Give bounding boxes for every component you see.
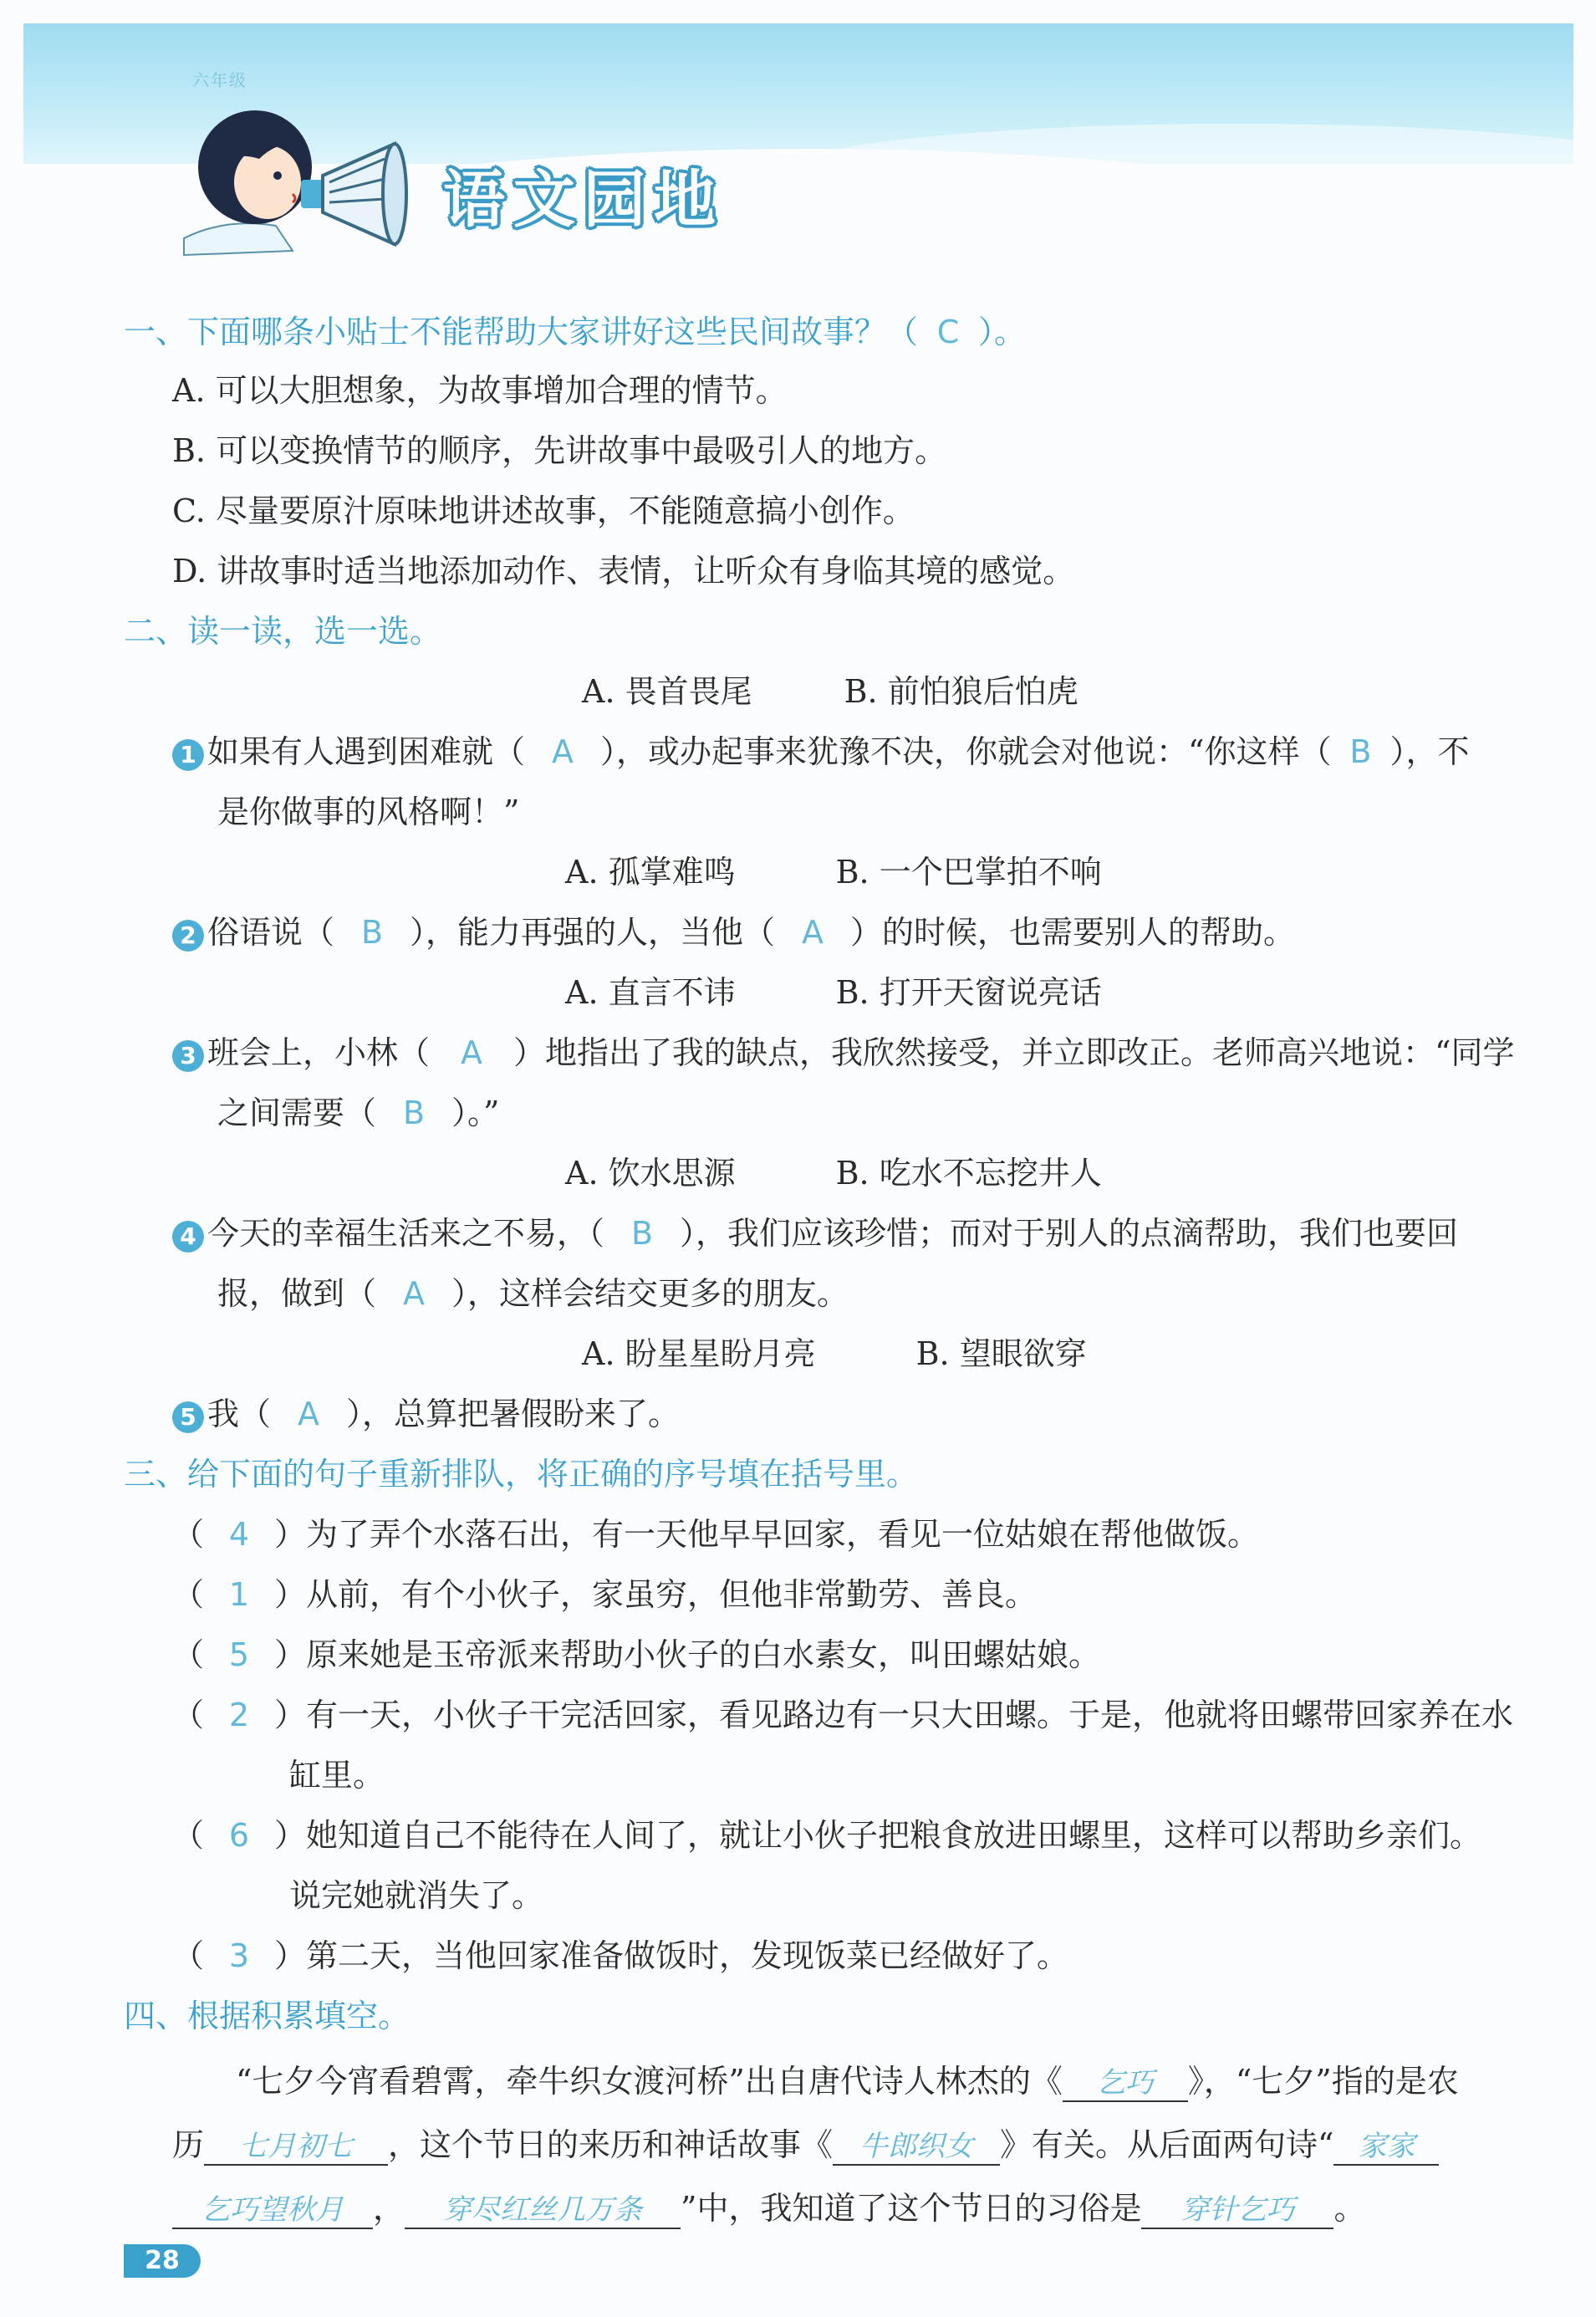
answer-5: A bbox=[298, 1396, 320, 1432]
fill-line-3 bbox=[172, 2182, 1365, 2229]
choice-a: A. 畏首畏尾 bbox=[582, 673, 752, 710]
order-item-4: （ 2 ）有一天，小伙子干完活回家，看见路边有一只大田螺。于是，他就将田螺带回家养在水 bbox=[172, 1697, 1514, 1733]
order-item-1: （ 4 ）为了弄个水落石出，有一天他早早回家，看见一位姑娘在帮他做饭。 bbox=[172, 1516, 1260, 1553]
fill-text: ， bbox=[373, 2190, 405, 2227]
order-text: ）有一天，小伙子干完活回家，看见路边有一只大田螺。于是，他就将田螺带回家养在水 bbox=[274, 1697, 1514, 1733]
answer-2b: A bbox=[802, 914, 824, 951]
order-item-5: （ 6 ）她知道自己不能待在人间了，就让小伙子把粮食放进田螺里，这样可以帮助乡亲们。 bbox=[172, 1817, 1482, 1854]
fill-line-1 bbox=[236, 2055, 1459, 2102]
option-b: B. 可以变换情节的顺序，先讲故事中最吸引人的地方。 bbox=[172, 432, 947, 469]
choice-a: A. 直言不讳 bbox=[565, 974, 736, 1011]
choice-group-3 bbox=[565, 967, 1102, 1013]
choice-b: B. 打开天窗说亮话 bbox=[835, 974, 1102, 1011]
question-5-text: 我（ bbox=[207, 1396, 272, 1432]
question-1-text-2: ），或办起事来犹豫不决，你就会对他说：“你这样（ bbox=[600, 733, 1332, 770]
question-1 bbox=[172, 726, 1469, 772]
question-3-cont bbox=[217, 1087, 499, 1133]
choice-b: B. 一个巴掌拍不响 bbox=[835, 854, 1102, 891]
fill-text: 。 bbox=[1333, 2190, 1366, 2227]
answer-4a: B bbox=[630, 1215, 654, 1252]
question-4 bbox=[172, 1207, 1458, 1253]
blank-verse-1b: 乞巧望秋月 bbox=[172, 2187, 373, 2229]
section-3-title: 三、给下面的句子重新排队，将正确的序号填在括号里。 bbox=[124, 1456, 919, 1493]
question-1-text-3: ），不 bbox=[1389, 733, 1470, 770]
question-3-text: 班会上，小林（ bbox=[207, 1034, 431, 1071]
answer-2a: B bbox=[360, 914, 384, 951]
order-item-5-cont: 说完她就消失了。 bbox=[289, 1877, 544, 1914]
order-text: ）从前，有个小伙子，家虽穷，但他非常勤劳、善良。 bbox=[274, 1576, 1038, 1613]
question-3-text-2: ）地指出了我的缺点，我欣然接受，并立即改正。老师高兴地说：“同学 bbox=[513, 1034, 1515, 1071]
question-number-3: 3 bbox=[172, 1040, 204, 1072]
blank-custom: 穿针乞巧 bbox=[1141, 2187, 1333, 2229]
fill-text: 》有关。从后面两句诗“ bbox=[1000, 2126, 1334, 2163]
answer-1a: A bbox=[552, 733, 574, 770]
choice-a: A. 孤掌难鸣 bbox=[565, 854, 736, 891]
blank-verse-2: 穿尽红丝几万条 bbox=[405, 2187, 681, 2229]
question-4-text-2: ），我们应该珍惜；而对于别人的点滴帮助，我们也要回 bbox=[680, 1215, 1459, 1252]
choice-a: A. 盼星星盼月亮 bbox=[582, 1335, 816, 1372]
question-3 bbox=[172, 1027, 1514, 1073]
order-text: ）原来她是玉帝派来帮助小伙子的白水素女，叫田螺姑娘。 bbox=[274, 1636, 1101, 1673]
answer-3b: B bbox=[402, 1095, 426, 1131]
question-4-text: 今天的幸福生活来之不易，（ bbox=[207, 1215, 605, 1252]
blank-myth: 牛郎织女 bbox=[833, 2123, 1000, 2166]
order-number: 2 bbox=[228, 1697, 250, 1733]
choice-group-5 bbox=[582, 1328, 1087, 1374]
page-title: 语文园地 bbox=[443, 164, 724, 236]
order-number: 4 bbox=[228, 1516, 250, 1553]
order-number: 5 bbox=[228, 1636, 250, 1673]
question-5-text-2: ），总算把暑假盼来了。 bbox=[346, 1396, 681, 1432]
order-number: 6 bbox=[228, 1817, 250, 1854]
blank-verse-1a: 家家 bbox=[1333, 2123, 1439, 2166]
section-1-title bbox=[124, 306, 1026, 352]
question-1-text: 如果有人遇到困难就（ bbox=[207, 733, 526, 770]
option-a: A. 可以大胆想象，为故事增加合理的情节。 bbox=[172, 372, 788, 409]
order-item-2: （ 1 ）从前，有个小伙子，家虽穷，但他非常勤劳、善良。 bbox=[172, 1576, 1038, 1613]
answer-4b: A bbox=[403, 1275, 426, 1312]
order-item-4-cont: 缸里。 bbox=[289, 1757, 385, 1794]
question-1-cont: 是你做事的风格啊！” bbox=[217, 794, 520, 830]
order-item-6: （ 3 ）第二天，当他回家准备做饭时，发现饭菜已经做好了。 bbox=[172, 1937, 1069, 1974]
question-2-text-3: ）的时候，也需要别人的帮助。 bbox=[850, 914, 1296, 951]
fill-line-2 bbox=[172, 2119, 1439, 2166]
question-4-cont bbox=[217, 1268, 849, 1314]
order-number: 3 bbox=[228, 1937, 250, 1974]
order-text: ）第二天，当他回家准备做饭时，发现饭菜已经做好了。 bbox=[274, 1937, 1069, 1974]
section-4-title: 四、根据积累填空。 bbox=[124, 1998, 410, 2034]
order-text: ）为了弄个水落石出，有一天他早早回家，看见一位姑娘在帮他做饭。 bbox=[274, 1516, 1260, 1553]
question-4-text-3: 报，做到（ bbox=[217, 1275, 377, 1312]
choice-group-1 bbox=[582, 666, 1078, 712]
choice-b: B. 吃水不忘挖井人 bbox=[835, 1155, 1102, 1192]
answer-3a: A bbox=[461, 1034, 483, 1071]
choice-b: B. 前怕狼后怕虎 bbox=[844, 673, 1078, 710]
answer-1b: B bbox=[1349, 733, 1372, 770]
question-3-text-4: ）。” bbox=[451, 1095, 500, 1131]
section-2-title: 二、读一读，选一选。 bbox=[124, 613, 442, 650]
fill-text: 》，“七夕”指的是农 bbox=[1187, 2063, 1459, 2100]
section-1-prompt-end: ）。 bbox=[978, 314, 1027, 350]
question-number-5: 5 bbox=[172, 1401, 204, 1433]
fill-text: 历 bbox=[172, 2126, 205, 2163]
fill-text: ，这个节日的来历和神话故事《 bbox=[388, 2126, 834, 2163]
order-item-3: （ 5 ）原来她是玉帝派来帮助小伙子的白水素女，叫田螺姑娘。 bbox=[172, 1636, 1101, 1673]
choice-group-4 bbox=[565, 1147, 1102, 1193]
question-2 bbox=[172, 906, 1295, 952]
page-number: 28 bbox=[124, 2244, 201, 2278]
choice-a: A. 饮水思源 bbox=[565, 1155, 736, 1192]
mascot-girl-megaphone-icon bbox=[176, 92, 426, 259]
question-5 bbox=[172, 1388, 680, 1434]
question-number-2: 2 bbox=[172, 920, 204, 952]
question-2-text-2: ），能力再强的人，当他（ bbox=[410, 914, 776, 951]
question-number-1: 1 bbox=[172, 739, 204, 771]
order-number: 1 bbox=[228, 1576, 250, 1613]
fill-text: “七夕今宵看碧霄，牵牛织女渡河桥”出自唐代诗人林杰的《 bbox=[236, 2063, 1063, 2100]
section-1-answer: C bbox=[936, 314, 960, 350]
question-2-text: 俗语说（ bbox=[207, 914, 335, 951]
logo-text: 六年级 bbox=[192, 70, 247, 90]
blank-lunar-date: 七月初七 bbox=[204, 2123, 388, 2166]
option-d: D. 讲故事时适当地添加动作、表情，让听众有身临其境的感觉。 bbox=[172, 553, 1075, 589]
order-text: ）她知道自己不能待在人间了，就让小伙子把粮食放进田螺里，这样可以帮助乡亲们。 bbox=[274, 1817, 1482, 1854]
question-number-4: 4 bbox=[172, 1221, 204, 1253]
blank-poem-title: 乞巧 bbox=[1063, 2059, 1188, 2102]
question-3-text-3: 之间需要（ bbox=[217, 1095, 377, 1131]
choice-group-2 bbox=[565, 846, 1102, 892]
choice-b: B. 望眼欲穿 bbox=[915, 1335, 1087, 1372]
option-c: C. 尽量要原汁原味地讲述故事，不能随意搞小创作。 bbox=[172, 492, 915, 529]
fill-text: ”中，我知道了这个节日的习俗是 bbox=[681, 2190, 1142, 2227]
question-4-text-4: ），这样会结交更多的朋友。 bbox=[451, 1275, 849, 1312]
section-1-prompt: 一、下面哪条小贴士不能帮助大家讲好这些民间故事？（ bbox=[124, 314, 919, 350]
